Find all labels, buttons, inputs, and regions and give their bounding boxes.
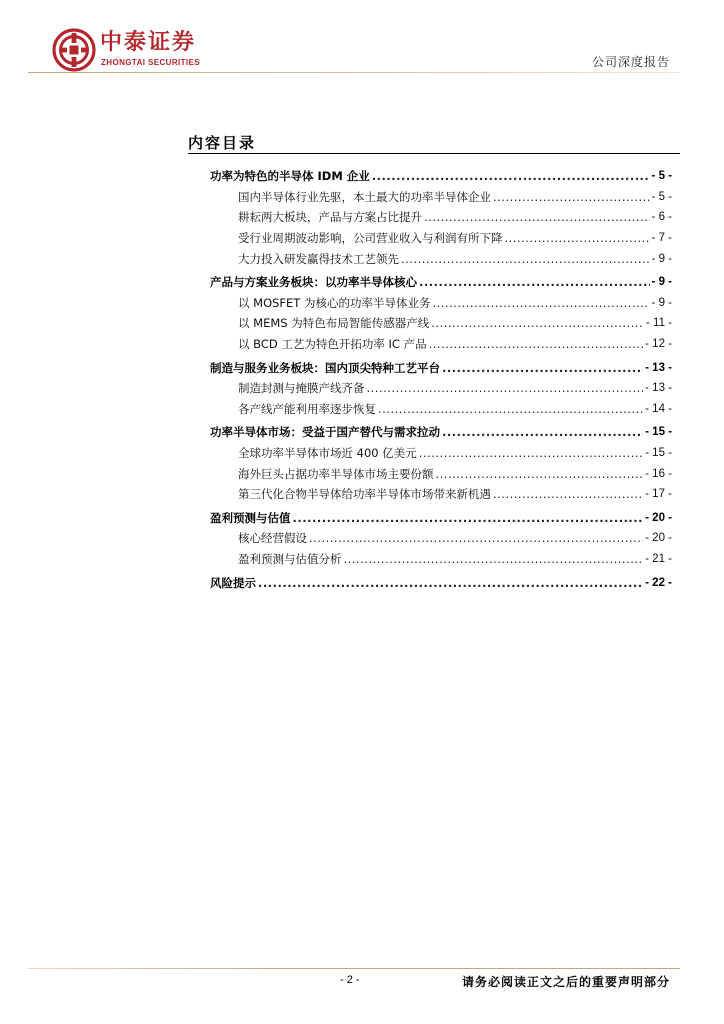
toc-entry-text: 各产线产能利用率逐步恢复 (238, 401, 376, 416)
toc-entry-page: - 9 - (651, 296, 672, 309)
zhongtai-logo-icon (52, 28, 96, 72)
toc-entry-page: - 13 - (645, 382, 672, 395)
toc-section-entry[interactable] (210, 572, 672, 593)
toc-entry-text: 以 MOSFET 为核心的功率半导体业务 (238, 295, 431, 310)
toc-subsection-entry[interactable] (210, 248, 672, 269)
toc-entry-page: - 22 - (645, 576, 672, 589)
toc-entry-page: - 13 - (645, 361, 672, 374)
toc-entry-text: 第三代化合物半导体给功率半导体市场带来新机遇 (238, 487, 491, 502)
toc-leader-dots (436, 467, 644, 481)
toc-entry-page: - 20 - (645, 532, 672, 545)
toc-entry-page: - 6 - (651, 211, 672, 224)
toc-entry-text: 产品与方案业务板块：以功率半导体核心 (210, 275, 417, 290)
toc-entry-text: 全球功率半导体市场近 400 亿美元 (238, 446, 417, 461)
toc-entry-page: - 20 - (645, 511, 672, 524)
toc-leader-dots (401, 252, 650, 266)
toc-entry-page: - 15 - (645, 447, 672, 460)
toc-leader-dots (419, 446, 643, 460)
toc-entry-text: 耕耘两大板块，产品与方案占比提升 (238, 210, 422, 225)
toc-leader-dots (424, 210, 650, 224)
toc-entry-text: 国内半导体行业先驱，本土最大的功率半导体企业 (238, 189, 491, 204)
toc-entry-text: 海外巨头占据功率半导体市场主要份额 (238, 466, 434, 481)
toc-section-entry[interactable] (210, 508, 672, 529)
toc-entry-text: 制造与服务业务板块：国内顶尖特种工艺平台 (210, 360, 440, 375)
toc-leader-dots (367, 381, 644, 395)
toc-subsection-entry[interactable] (210, 187, 672, 208)
toc-entry-text: 以 BCD 工艺为特色开拓功率 IC 产品 (238, 337, 427, 352)
toc-leader-dots (429, 337, 644, 351)
toc-entry-page: - 16 - (645, 467, 672, 480)
toc-section-entry[interactable] (210, 272, 672, 293)
toc-subsection-entry[interactable] (210, 463, 672, 484)
toc-section-entry[interactable] (210, 166, 672, 187)
toc-subsection-entry[interactable] (210, 443, 672, 464)
toc-subsection-entry[interactable] (210, 399, 672, 420)
toc-entry-text: 功率半导体市场：受益于国产替代与需求拉动 (210, 425, 440, 440)
toc-subsection-entry[interactable] (210, 207, 672, 228)
toc-leader-dots (372, 169, 650, 183)
toc-entry-text: 盈利预测与估值分析 (238, 551, 342, 566)
toc-entry-text: 大力投入研发赢得技术工艺领先 (238, 251, 399, 266)
toc-subsection-entry[interactable] (210, 228, 672, 249)
toc-section-entry[interactable] (210, 422, 672, 443)
table-of-contents (210, 166, 672, 593)
toc-leader-dots (258, 576, 643, 590)
toc-leader-dots (493, 190, 650, 204)
toc-subsection-entry[interactable] (210, 484, 672, 505)
toc-leader-dots (378, 402, 643, 416)
toc-entry-page: - 9 - (651, 252, 672, 265)
page-number: - 2 - (340, 974, 360, 986)
toc-leader-dots (344, 552, 644, 566)
toc-entry-page: - 9 - (651, 276, 672, 289)
toc-entry-page: - 5 - (651, 190, 672, 203)
toc-leader-dots (431, 316, 644, 330)
toc-entry-text: 盈利预测与估值 (210, 510, 291, 525)
page-header (0, 0, 724, 80)
company-logo (52, 28, 228, 72)
report-type-label: 公司深度报告 (591, 55, 670, 69)
toc-title: 内容目录 (188, 134, 257, 152)
footer-divider (28, 968, 680, 969)
toc-entry-page: - 17 - (645, 488, 672, 501)
toc-entry-page: - 7 - (651, 232, 672, 245)
toc-entry-text: 制造封测与掩膜产线齐备 (238, 381, 365, 396)
toc-subsection-entry[interactable] (210, 293, 672, 314)
toc-leader-dots (309, 531, 643, 545)
toc-entry-page: - 5 - (651, 170, 672, 183)
toc-entry-text: 核心经营假设 (238, 531, 307, 546)
toc-section-entry[interactable] (210, 357, 672, 378)
toc-subsection-entry[interactable] (210, 528, 672, 549)
toc-subsection-entry[interactable] (210, 334, 672, 355)
toc-subsection-entry[interactable] (210, 313, 672, 334)
toc-leader-dots (293, 511, 644, 525)
logo-chinese-text: 中泰证券 (100, 30, 197, 55)
toc-leader-dots (442, 425, 643, 439)
header-divider (28, 72, 680, 73)
footer-disclaimer: 请务必阅读正文之后的重要声明部分 (461, 975, 670, 989)
toc-leader-dots (419, 275, 650, 289)
toc-entry-page: - 12 - (645, 338, 672, 351)
toc-leader-dots (493, 487, 643, 501)
toc-entry-page: - 14 - (645, 402, 672, 415)
toc-entry-text: 风险提示 (210, 575, 256, 590)
toc-leader-dots (433, 296, 650, 310)
toc-entry-text: 以 MEMS 为特色布局智能传感器产线 (238, 316, 430, 331)
toc-entry-page: - 21 - (645, 552, 672, 565)
toc-entry-text: 功率为特色的半导体 IDM 企业 (210, 169, 370, 184)
toc-subsection-entry[interactable] (210, 378, 672, 399)
toc-entry-text: 受行业周期波动影响，公司营业收入与利润有所下降 (238, 231, 503, 246)
toc-subsection-entry[interactable] (210, 549, 672, 570)
toc-leader-dots (505, 231, 650, 245)
toc-entry-page: - 11 - (646, 317, 672, 330)
logo-english-text: ZHONGTAI SECURITIES (101, 58, 201, 67)
toc-title-underline (188, 153, 680, 154)
toc-entry-page: - 15 - (645, 426, 672, 439)
toc-leader-dots (442, 361, 643, 375)
